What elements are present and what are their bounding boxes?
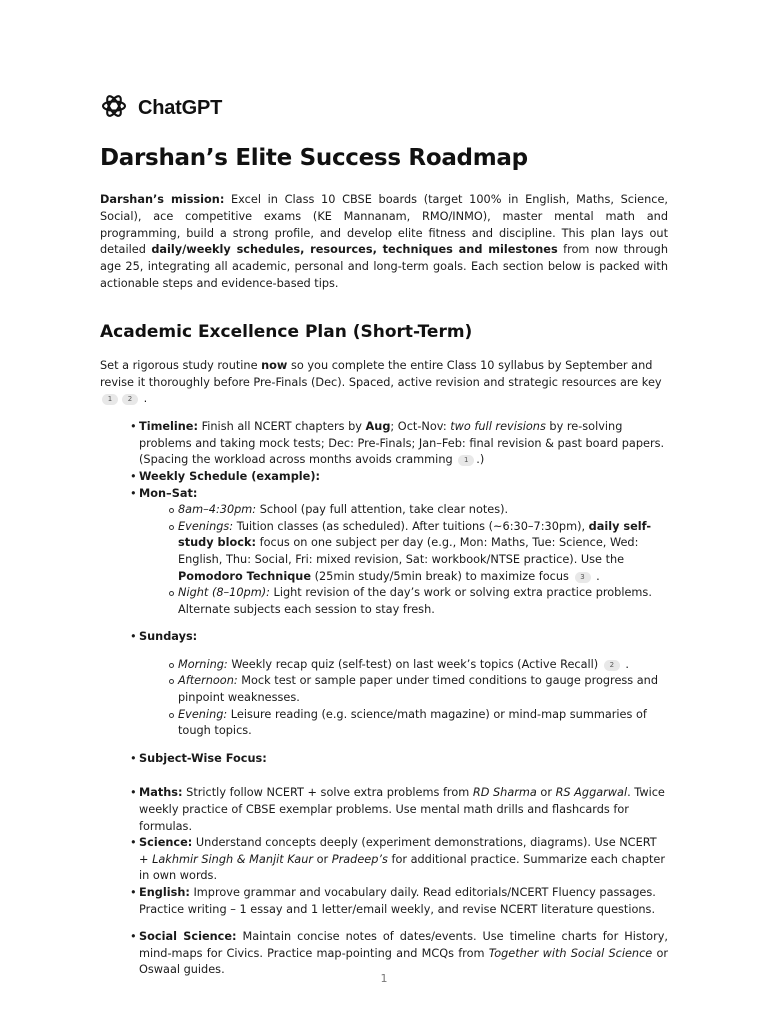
section-lead-paragraph: Set a rigorous study routine now so you complete the entire Class 10 syllabus by September and revise it thoroughly before Pre-Finals (Dec). Spaced, active revision and strategic resources are key 1 2 . <box>100 358 662 406</box>
list-item-timeline: • Timeline: Finish all NCERT chapters by Aug; Oct-Nov: two full revisions by re-solving problems and taking mock tests; Dec: Pre-Finals; Jan–Feb: final revision & past board papers. (Spacing the workload across months avoids cramming 1 .) <box>130 419 668 469</box>
citation-badge[interactable]: 3 <box>575 572 591 583</box>
list-item-weekly-schedule: • Weekly Schedule (example): <box>130 469 668 486</box>
page-number: 1 <box>380 972 388 985</box>
mon-sat-sublist <box>169 502 668 618</box>
list-item-maths: • Maths: Strictly follow NCERT + solve extra problems from RD Sharma or RS Aggarwal. Twice weekly practice of CBSE exemplar problems. Use mental math drills and flashcards for formulas. <box>130 785 668 835</box>
subject-focus-list <box>130 751 668 768</box>
list-item-social-science: • Social Science: Maintain concise notes of dates/events. Use timeline charts for History, mind-maps for Civics. Practice map-pointing and MCQs from Together with Social Science or Oswaal guides. <box>130 929 668 979</box>
sundays-sublist <box>169 657 668 740</box>
sublist-item: Evening: Leisure reading (e.g. science/math magazine) or mind-map summaries of tough topics. <box>169 707 668 740</box>
plan-list <box>130 419 668 618</box>
sublist-item: Afternoon: Mock test or sample paper under timed conditions to gauge progress and pinpoint weaknesses. <box>169 673 668 706</box>
document-title: Darshan’s Elite Success Roadmap <box>100 145 528 171</box>
list-item-sundays: • Sundays: Morning: Weekly recap quiz (self-test) on last week’s topics (Active Recall) 2 . Afternoon: Mock test or sample paper under timed conditions to gauge progress and pinpoint weaknesses. Evening: Leisure reading (e.g. science/math magazine) or mind-map summaries of tough topics. <box>130 629 668 740</box>
sublist-item: Night (8–10pm): Light revision of the day’s work or solving extra practice problems. Alternate subjects each session to stay fresh. <box>169 585 668 618</box>
intro-paragraph: Darshan’s mission: Excel in Class 10 CBSE boards (target 100% in English, Maths, Science, Social), ace competitive exams (KE Mannanam, RMO/INMO), master mental math and programming, build a strong profile, and develop elite fitness and discipline. This plan lays out detailed daily/weekly schedules, resources, techniques and milestones from now through age 25, integrating all academic, personal and long-term goals. Each section below is packed with actionable steps and evidence-based tips. <box>100 193 669 290</box>
brand-name: ChatGPT <box>138 96 223 119</box>
sublist-item: Morning: Weekly recap quiz (self-test) on last week’s topics (Active Recall) 2 . <box>169 657 668 674</box>
citation-badge[interactable]: 2 <box>122 394 138 405</box>
list-item-science: • Science: Understand concepts deeply (experiment demonstrations, diagrams). Use NCERT + Lakhmir Singh & Manjit Kaur or Pradeep’s for additional practice. Summarize each chapter in own words. <box>130 835 668 885</box>
sublist-item: 8am–4:30pm: School (pay full attention, take clear notes). <box>169 502 668 519</box>
section-heading: Academic Excellence Plan (Short-Term) <box>100 321 473 342</box>
document-page <box>100 94 668 979</box>
list-item-mon-sat: • Mon–Sat: 8am–4:30pm: School (pay full attention, take clear notes). Evenings: Tuition classes (as scheduled). After tuitions (~6:30–7:30pm), daily self-study block: focus on one subject per day (e.g., Mon: Maths, Tue: Science, Wed: English, Thu: Social, Fri: mixed revision, Sat: workbook/NTSE practice). Use the Pomodoro Technique (25min study/5min break) to maximize focus 3 . Night (8–10pm): Light revision of the day’s work or solving extra practice problems. Alternate subjects each session to stay fresh. <box>130 486 668 619</box>
citation-badge[interactable]: 1 <box>458 455 474 466</box>
brand-header <box>100 94 668 122</box>
citation-badge[interactable]: 2 <box>604 660 620 671</box>
subjects-list <box>130 785 668 918</box>
list-item-english: • English: Improve grammar and vocabulary daily. Read editorials/NCERT Fluency passages. Practice writing – 1 essay and 1 letter/email weekly, and revise NCERT literature questions. <box>130 885 668 918</box>
sundays-list <box>130 629 668 740</box>
sublist-item: Evenings: Tuition classes (as scheduled). After tuitions (~6:30–7:30pm), daily self-study block: focus on one subject per day (e.g., Mon: Maths, Tue: Science, Wed: English, Thu: Social, Fri: mixed revision, Sat: workbook/NTSE practice). Use the Pomodoro Technique (25min study/5min break) to maximize focus 3 . <box>169 519 668 585</box>
openai-logo-icon <box>100 92 128 124</box>
citation-badge[interactable]: 1 <box>102 394 118 405</box>
list-item-subject-focus: • Subject-Wise Focus: <box>130 751 668 768</box>
